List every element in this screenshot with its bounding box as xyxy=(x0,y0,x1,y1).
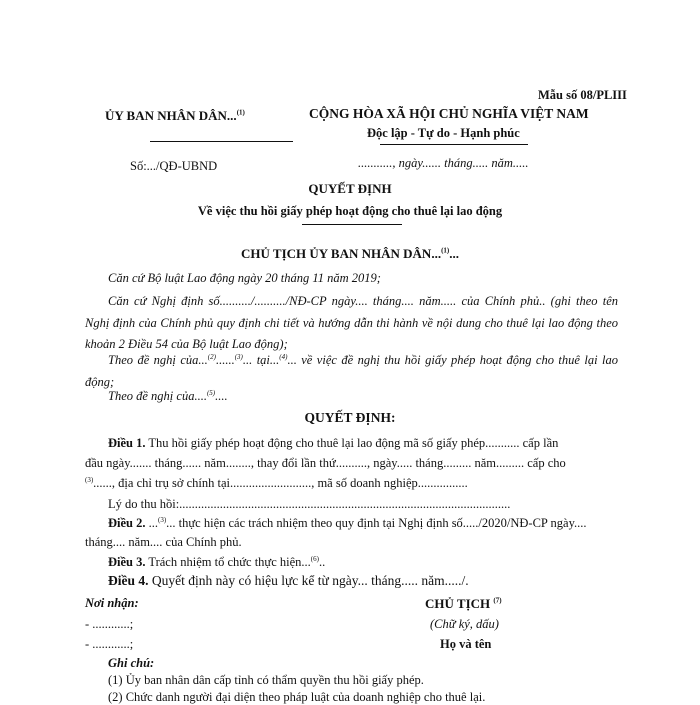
article4-label: Điều 4. xyxy=(108,573,149,588)
basis-labor-code: Căn cứ Bộ luật Lao động ngày 20 tháng 11 năm 2019; xyxy=(108,271,381,285)
article1-line1 xyxy=(108,436,558,451)
authority-tail: ... xyxy=(449,246,459,261)
article3-label: Điều 3. xyxy=(108,555,146,570)
national-motto: Độc lập - Tự do - Hạnh phúc xyxy=(367,126,520,140)
proposal1-ref3: (3) xyxy=(234,353,243,361)
article4-text: Quyết định này có hiệu lực kể từ ngày... tháng..... năm...../. xyxy=(148,573,469,588)
revocation-reason: Lý do thu hồi:.......................................................................................................... xyxy=(108,497,511,511)
date-line: ..........., ngày...... tháng..... năm..... xyxy=(358,156,529,170)
country-name: CỘNG HÒA XÃ HỘI CHỦ NGHĨA VIỆT NAM xyxy=(309,106,589,121)
recipient-item: - ............; xyxy=(85,617,134,631)
recipient-item: - ............; xyxy=(85,637,134,651)
proposal1-ref4: (4) xyxy=(279,353,288,361)
note-item: (2) Chức danh người đại diện theo pháp luật của doanh nghiệp cho thuê lại. xyxy=(108,690,486,704)
proposal1-ref2: (2) xyxy=(207,353,216,361)
authority-line xyxy=(0,246,700,262)
article2-label: Điều 2. xyxy=(108,516,146,531)
agency-name xyxy=(105,108,245,124)
note-item: (1) Ủy ban nhân dân cấp tỉnh có thẩm quyền thu hồi giấy phép. xyxy=(108,673,424,687)
proposal-line-2 xyxy=(108,389,228,404)
proposal1-part1: Theo đề nghị của... xyxy=(108,353,208,368)
article3-ref6: (6) xyxy=(310,555,319,563)
article3-part1: Trách nhiệm tổ chức thực hiện... xyxy=(145,555,311,570)
recipients-heading: Nơi nhận: xyxy=(85,596,139,610)
motto-underline xyxy=(380,144,528,145)
proposal2-part1: Theo đề nghị của.... xyxy=(108,389,207,404)
document-title: QUYẾT ĐỊNH xyxy=(308,181,392,196)
signer-title xyxy=(425,596,502,612)
proposal2-ref5: (5) xyxy=(206,389,216,397)
article1-line2: đầu ngày....... tháng...... năm........, thay đổi lần thứ.........., ngày..... tháng......... năm......... cấp cho xyxy=(85,456,566,470)
article1-label: Điều 1. xyxy=(108,436,146,450)
agency-footnote-ref: (1) xyxy=(236,108,245,117)
authority-footnote-ref: (1) xyxy=(441,246,450,255)
proposal1-part3: ... tại... xyxy=(242,353,280,368)
article3-line xyxy=(108,555,325,570)
authority-text: CHỦ TỊCH ỦY BAN NHÂN DÂN... xyxy=(241,246,442,261)
decision-heading: QUYẾT ĐỊNH: xyxy=(304,410,396,425)
form-number: Mẫu số 08/PLIII xyxy=(538,88,627,102)
signer-name-hint: Họ và tên xyxy=(440,637,492,651)
proposal2-part2: .... xyxy=(215,389,228,404)
article1-line3 xyxy=(85,476,468,491)
notes-heading: Ghi chú: xyxy=(108,656,155,670)
article1-ref3: (3) xyxy=(85,476,94,484)
signature-hint: (Chữ ký, dấu) xyxy=(430,617,499,631)
article2-part1: ... xyxy=(145,516,158,531)
agency-underline xyxy=(150,141,293,142)
article2-line1 xyxy=(108,516,587,531)
proposal1-part4: ... về việc đề nghị thu hồi giấy phép hoạt động cho thuê lại lao động; xyxy=(85,353,618,389)
article4-line xyxy=(108,573,469,589)
basis-decree: Căn cứ Nghị định số........../........../NĐ-CP ngày.... tháng.... năm..... của Chính phủ.. (ghi theo tên Nghị định của Chính phủ quy định chi tiết và hướng dẫn thi hành về nội dung cho thuê lại lao động theo khoản 2 Điều 54 của Bộ luật Lao động); xyxy=(85,294,618,351)
document-subtitle: Về việc thu hồi giấy phép hoạt động cho thuê lại lao động xyxy=(197,204,503,218)
signer-title-text: CHỦ TỊCH xyxy=(425,596,491,611)
article3-part2: .. xyxy=(318,555,326,570)
proposal1-part2: ...... xyxy=(215,353,235,368)
article2-ref3: (3) xyxy=(158,516,167,524)
article2-part2: ... thực hiện các trách nhiệm theo quy định tại Nghị định số...../2020/NĐ-CP ngày.... xyxy=(166,516,587,531)
agency-text: ỦY BAN NHÂN DÂN... xyxy=(105,108,237,123)
subtitle-underline xyxy=(302,224,402,225)
document-number: Số:.../QĐ-UBND xyxy=(130,159,218,173)
proposal-line-1 xyxy=(85,347,618,393)
article1-text3: ......, địa chỉ trụ sở chính tại.........................., mã số doanh nghiệp................ xyxy=(93,476,468,491)
article2-line2: tháng.... năm.... của Chính phủ. xyxy=(85,535,242,549)
signer-footnote-ref: (7) xyxy=(493,596,502,605)
article1-text1: Thu hồi giấy phép hoạt động cho thuê lại lao động mã số giấy phép........... cấp lần xyxy=(145,436,559,450)
